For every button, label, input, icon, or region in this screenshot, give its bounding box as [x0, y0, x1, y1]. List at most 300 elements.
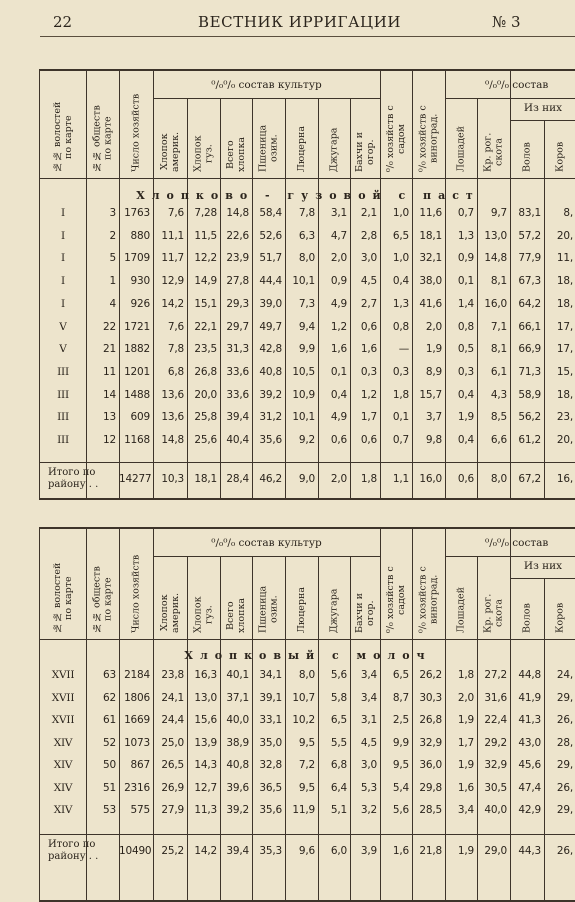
table-cell: 51,7 — [259, 252, 282, 265]
table-cell: 1709 — [124, 252, 150, 265]
table-cell: 0,7 — [392, 434, 409, 446]
table-cell: 47,4 — [518, 781, 541, 794]
table-cell: 52 — [103, 736, 116, 749]
table-cell: 14,2 — [161, 297, 184, 310]
table-cell: 0,6 — [360, 320, 377, 333]
table-cell: 0,8 — [392, 320, 409, 333]
table-cell: 26, — [556, 714, 573, 726]
total-cell: 1,8 — [360, 473, 377, 485]
total-cell: 2,0 — [330, 473, 347, 485]
table-cell: I — [61, 297, 65, 310]
table-cell: 18, — [556, 275, 573, 288]
table-cell: 10,9 — [292, 388, 315, 401]
table-cell: 3,2 — [360, 804, 377, 816]
table-cell: 33,6 — [226, 388, 249, 401]
hdr-cotton-american: Хлопок америк. — [159, 592, 181, 633]
table-cell: 14,3 — [194, 759, 217, 771]
table-cell: 14 — [103, 388, 116, 401]
table-cell: 1,8 — [457, 669, 474, 681]
table-cell: 41,6 — [419, 297, 442, 310]
hdr-oxen: Волов — [521, 603, 533, 633]
table-cell: 1,9 — [457, 411, 474, 424]
total-cell: 8,0 — [490, 473, 507, 485]
table-cell: 10,7 — [292, 691, 315, 704]
table-cell: 1488 — [124, 388, 150, 401]
table-cell: 1,6 — [360, 343, 377, 356]
table-cell: 926 — [130, 297, 150, 310]
hdr-households: Число хозяйств — [130, 93, 142, 172]
table-cell: 7,8 — [298, 207, 315, 219]
table-cell: 12,7 — [194, 781, 217, 794]
table-cell: 3,4 — [457, 804, 474, 816]
table-cell: 38,9 — [226, 736, 249, 749]
hdr-melons: Бахчи и огор. — [354, 593, 376, 633]
hdr-cattle: Кр. рог. скота — [482, 593, 505, 633]
table-cell: 32,9 — [484, 759, 507, 771]
table-cell: 0,4 — [457, 388, 474, 401]
table-cell: 3,0 — [360, 252, 377, 265]
stock-group-label: ⁰/₀⁰/₀ состав — [485, 79, 549, 91]
total-cell: 16, — [556, 473, 573, 485]
table-cell: 11,5 — [194, 229, 217, 242]
table-cell: 31,3 — [226, 343, 249, 356]
table-cell: 12,9 — [161, 275, 184, 288]
hdr-alfalfa: Люцерна — [296, 586, 307, 633]
table-cell: III — [57, 434, 69, 446]
table-cell: 0,1 — [392, 411, 409, 424]
table-cell: 0,4 — [392, 275, 409, 288]
table-cell: 44,8 — [518, 669, 541, 681]
table-cell: 63 — [103, 669, 116, 681]
total-cell: 39,4 — [226, 845, 249, 857]
table-cell: 9,5 — [298, 736, 315, 749]
table-cell: 34,1 — [259, 669, 282, 681]
table-cell: 33,6 — [226, 365, 249, 378]
table-cell: 3,4 — [360, 691, 377, 704]
table-cell: 36,0 — [419, 759, 442, 771]
table-cell: 29,3 — [226, 297, 249, 310]
table-cell: 10,5 — [292, 365, 315, 378]
table-cell: 1763 — [124, 207, 150, 219]
table-cell: I — [61, 207, 65, 219]
table-cell: 7,2 — [298, 759, 315, 771]
table-cell: 35,6 — [259, 434, 282, 446]
total-cell: 26, — [556, 845, 573, 857]
table-cell: 29, — [556, 804, 573, 816]
table-cell: 7,8 — [167, 343, 184, 356]
hdr-garden: ⁰/₀ хозяйств с садом — [385, 566, 407, 633]
table-cell: 30,5 — [484, 781, 507, 794]
table-cell: 40,0 — [226, 714, 249, 726]
table-cell: 1,2 — [330, 320, 347, 333]
table-cell: 40,8 — [226, 759, 249, 771]
table-cell: 31,2 — [259, 411, 282, 424]
table-cell: 42,8 — [259, 343, 282, 356]
table-cell: 23, — [556, 411, 573, 424]
table-cell: 22,4 — [484, 714, 507, 726]
table-cell: 29, — [556, 759, 573, 771]
total-cell: 0,6 — [457, 473, 474, 485]
table-cell: 40,4 — [226, 434, 249, 446]
table-cell: 17, — [556, 343, 573, 356]
hdr-alfalfa: Люцерна — [296, 125, 307, 172]
table-cell: 1,9 — [425, 343, 442, 356]
table-cell: 18, — [556, 297, 573, 310]
total-cell: 1,6 — [392, 845, 409, 857]
table-cell: I — [61, 252, 65, 265]
total-cell: 6,0 — [330, 845, 347, 857]
table-cell: 23,8 — [161, 669, 184, 681]
table-cell: 4,7 — [330, 229, 347, 242]
hdr-cattle: Кр. рог. скота — [482, 132, 505, 172]
hdr-wheat: Пшеница озим. — [257, 124, 280, 172]
table-cell: 26,5 — [161, 759, 184, 771]
hdr-cotton-total: Всего хлопка — [225, 136, 247, 172]
table-cell: 13,9 — [194, 736, 217, 749]
table-cell: 36,5 — [259, 781, 282, 794]
table-cell: 26,2 — [419, 669, 442, 681]
table-cell: 9,9 — [392, 736, 409, 749]
table-cell: 27,9 — [161, 804, 184, 816]
table-cell: 22,6 — [226, 229, 249, 242]
issue-number: № 3 — [492, 13, 521, 31]
table-cell: 930 — [130, 275, 150, 288]
table-cell: 2,1 — [360, 207, 377, 219]
table-cell: 0,4 — [330, 388, 347, 401]
table-cell: 32,8 — [259, 759, 282, 771]
table-cell: 25,0 — [161, 736, 184, 749]
stock-sub-rule — [510, 120, 575, 121]
table-cell: 24,1 — [161, 691, 184, 704]
table-cell: 575 — [130, 804, 150, 816]
table-cell: I — [61, 229, 65, 242]
total-cell: 44,3 — [518, 845, 541, 857]
total-rule — [40, 834, 575, 835]
table-cell: III — [57, 388, 69, 401]
table-cell: 41,9 — [518, 691, 541, 704]
hdr-community: №№ обществ по карте — [91, 105, 114, 172]
total-cell: 10490 — [119, 845, 152, 857]
table-cell: 38,0 — [419, 275, 442, 288]
table-cell: 32,1 — [419, 252, 442, 265]
table-cell: 0,1 — [330, 365, 347, 378]
table-cell: 49,7 — [259, 320, 282, 333]
header-rule — [40, 36, 575, 37]
table-cell: 9,5 — [298, 781, 315, 794]
table-cell: XIV — [53, 759, 73, 771]
header-rule — [40, 639, 575, 640]
table-cell: 0,5 — [457, 343, 474, 356]
table-cell: 23,9 — [226, 252, 249, 265]
table-cell: 1201 — [124, 365, 150, 378]
table-cell: 12 — [103, 434, 116, 446]
table-cell: 32,9 — [419, 736, 442, 749]
hdr-horses: Лошадей — [455, 587, 467, 633]
table-cell: 5,3 — [360, 781, 377, 794]
hdr-households: Число хозяйств — [130, 554, 142, 633]
table-cell: 6,6 — [490, 434, 507, 446]
table-cell: 10,1 — [292, 275, 315, 288]
total-cell: 21,8 — [419, 845, 442, 857]
table-cell: 1,8 — [392, 388, 409, 401]
table-cell: 867 — [130, 759, 150, 771]
stock-group-rule — [445, 556, 575, 557]
table-cell: 29, — [556, 691, 573, 704]
table-cell: 62 — [103, 691, 116, 704]
table-cell: 9,9 — [298, 343, 315, 356]
table-cell: 52,6 — [259, 229, 282, 242]
table-cell: 4,9 — [330, 297, 347, 310]
table-cell: 0,9 — [330, 275, 347, 288]
table-cell: 4,9 — [330, 411, 347, 424]
table-cell: 1,7 — [360, 411, 377, 424]
table-cell: 1073 — [124, 736, 150, 749]
hdr-cows: Коров — [554, 602, 566, 633]
table-cell: 3,0 — [360, 759, 377, 771]
table-cell: 13,6 — [161, 411, 184, 424]
table-cell: 0,7 — [457, 207, 474, 219]
table-cell: 0,4 — [457, 434, 474, 446]
hdr-melons: Бахчи и огор. — [354, 132, 376, 172]
table-cell: 20, — [556, 229, 573, 242]
table-cell: 26,8 — [419, 714, 442, 726]
hdr-cotton-guza: Хлопок гуз. — [192, 135, 215, 172]
total-cell: 25,2 — [161, 845, 184, 857]
total-cell: 16,0 — [419, 473, 442, 485]
table-cotton-guza — [39, 69, 575, 500]
table-cell: III — [57, 411, 69, 424]
table-cell: 33,1 — [259, 714, 282, 726]
table-cell: 58,4 — [259, 207, 282, 219]
table-cell: 6,5 — [392, 229, 409, 242]
table-cell: 40,8 — [259, 365, 282, 378]
table-cell: 3,4 — [360, 669, 377, 681]
table-cell: 8,1 — [490, 343, 507, 356]
table-cell: 14,8 — [226, 207, 249, 219]
table-cell: 44,4 — [259, 275, 282, 288]
table-cell: 1,2 — [360, 388, 377, 401]
table-cotton-dairy — [39, 527, 575, 902]
table-cell: 23,5 — [194, 343, 217, 356]
table-cell: 71,3 — [518, 365, 541, 378]
table-cell: 51 — [103, 781, 116, 794]
table-cell: 20,0 — [194, 388, 217, 401]
table-cell: 10,2 — [292, 714, 315, 726]
table-cell: 29,8 — [419, 781, 442, 794]
table-cell: XIV — [53, 736, 73, 749]
table-cell: 1,9 — [457, 714, 474, 726]
table-cell: 15,1 — [194, 297, 217, 310]
total-cell: 46,2 — [259, 473, 282, 485]
table-cell: 4,3 — [490, 388, 507, 401]
total-cell: 14277 — [119, 473, 152, 485]
table-cell: 31,6 — [484, 691, 507, 704]
table-cell: 8,9 — [425, 365, 442, 378]
section-heading: Хлопковый с молоч — [184, 649, 432, 662]
table-cell: 609 — [130, 411, 150, 424]
table-cell: 43,0 — [518, 736, 541, 749]
table-cell: 3,1 — [360, 714, 377, 726]
table-cell: 6,8 — [167, 365, 184, 378]
table-cell: 2,8 — [360, 229, 377, 242]
table-cell: 6,1 — [490, 365, 507, 378]
table-cell: 25,8 — [194, 411, 217, 424]
hdr-horses: Лошадей — [455, 126, 467, 172]
table-cell: 16,0 — [484, 297, 507, 310]
hdr-oxen: Волов — [521, 142, 533, 172]
table-cell: 7,6 — [167, 320, 184, 333]
table-cell: 83,1 — [518, 207, 541, 219]
table-cell: 20, — [556, 434, 573, 446]
total-cell: 28,4 — [226, 473, 249, 485]
table-cell: 8,7 — [392, 691, 409, 704]
table-cell: 1806 — [124, 691, 150, 704]
table-cell: 77,9 — [518, 252, 541, 265]
table-cell: 26, — [556, 781, 573, 794]
table-cell: 16,3 — [194, 669, 217, 681]
table-cell: 3 — [109, 207, 116, 219]
table-cell: 11,3 — [194, 804, 217, 816]
table-cell: 21 — [103, 343, 116, 356]
hdr-volost: №№ волостей по карте — [52, 562, 74, 633]
total-cell: 3,9 — [360, 845, 377, 857]
total-cell: 29,0 — [484, 845, 507, 857]
hdr-jugara: Джугара — [328, 588, 340, 633]
hdr-community: №№ обществ по карте — [91, 566, 114, 633]
table-cell: 8,0 — [298, 252, 315, 265]
table-cell: 2,5 — [392, 714, 409, 726]
table-cell: 14,8 — [484, 252, 507, 265]
table-cell: 67,3 — [518, 275, 541, 288]
table-cell: 39,1 — [259, 691, 282, 704]
table-cell: 37,1 — [226, 691, 249, 704]
stock-sub-rule — [510, 578, 575, 579]
hdr-volost: №№ волостей по карте — [52, 101, 74, 172]
page-number: 22 — [53, 13, 73, 31]
table-cell: 8,5 — [490, 411, 507, 424]
table-cell: 5,4 — [392, 781, 409, 794]
table-cell: 30,3 — [419, 691, 442, 704]
table-cell: 2316 — [124, 781, 150, 794]
table-cell: 9,7 — [490, 207, 507, 219]
table-cell: 13,0 — [484, 229, 507, 242]
table-cell: 7,1 — [490, 320, 507, 333]
section-heading: Хлопково - гузовой с паст — [136, 189, 480, 202]
table-cell: 15,7 — [419, 388, 442, 401]
table-cell: 13,6 — [161, 388, 184, 401]
table-cell: 6,4 — [330, 781, 347, 794]
table-cell: 15,6 — [194, 714, 217, 726]
table-cell: 9,5 — [392, 759, 409, 771]
hdr-cotton-american: Хлопок америк. — [159, 131, 181, 172]
table-cell: 66,1 — [518, 320, 541, 333]
header-rule — [40, 178, 575, 179]
total-cell: 35,3 — [259, 845, 282, 857]
stock-group-rule — [445, 98, 575, 99]
total-label: Итого по району . . — [48, 839, 99, 862]
table-cell: 58,9 — [518, 388, 541, 401]
table-cell: 0,3 — [457, 365, 474, 378]
journal-title: ВЕСТНИК ИРРИГАЦИИ — [198, 13, 402, 31]
table-cell: 13 — [103, 411, 116, 424]
total-cell: 9,6 — [298, 845, 315, 857]
table-cell: XIV — [53, 781, 73, 794]
table-cell: 61 — [103, 714, 116, 726]
table-cell: 56,2 — [518, 411, 541, 424]
table-cell: XVII — [51, 669, 75, 681]
table-cell: 0,3 — [360, 365, 377, 378]
table-cell: 4,5 — [360, 275, 377, 288]
table-cell: 39,0 — [259, 297, 282, 310]
table-cell: 11,7 — [161, 252, 184, 265]
table-cell: 1669 — [124, 714, 150, 726]
table-cell: 7,6 — [167, 207, 184, 219]
table-cell: 3,1 — [330, 207, 347, 219]
total-cell: 18,1 — [194, 473, 217, 485]
table-cell: 15, — [556, 365, 573, 378]
table-cell: XIV — [53, 804, 73, 816]
table-cell: 1 — [109, 275, 116, 288]
table-cell: 0,8 — [457, 320, 474, 333]
table-cell: 40,1 — [226, 669, 249, 681]
table-cell: 1,3 — [392, 297, 409, 310]
hdr-cotton-total: Всего хлопка — [225, 597, 247, 633]
table-cell: 14,9 — [194, 275, 217, 288]
table-cell: 26,9 — [161, 781, 184, 794]
total-cell: 67,2 — [518, 473, 541, 485]
table-cell: 39,6 — [226, 781, 249, 794]
table-cell: XVII — [51, 714, 75, 726]
table-cell: 12,2 — [194, 252, 217, 265]
total-rule — [40, 462, 575, 463]
table-cell: 29,7 — [226, 320, 249, 333]
page-header — [0, 0, 575, 40]
table-cell: 9,4 — [298, 320, 315, 333]
table-cell: 40,0 — [484, 804, 507, 816]
table-cell: 1,3 — [457, 229, 474, 242]
table-cell: 9,2 — [298, 434, 315, 446]
table-cell: 0,9 — [457, 252, 474, 265]
table-cell: 18,1 — [419, 229, 442, 242]
crop-group-rule — [153, 556, 380, 557]
table-cell: 1,4 — [457, 297, 474, 310]
table-cell: 2,0 — [330, 252, 347, 265]
table-cell: V — [59, 320, 67, 333]
hdr-garden: ⁰/₀ хозяйств с садом — [385, 105, 407, 172]
table-cell: 10,1 — [292, 411, 315, 424]
total-label: Итого по району . . — [48, 467, 99, 490]
table-cell: 42,9 — [518, 804, 541, 816]
table-cell: 5 — [109, 252, 116, 265]
total-cell: 14,2 — [194, 845, 217, 857]
hdr-vineyard: ⁰/₀ хозяйств с виноград. — [417, 566, 440, 633]
table-cell: 9,8 — [425, 434, 442, 446]
table-cell: 41,3 — [518, 714, 541, 726]
table-cell: 5,6 — [330, 669, 347, 681]
table-cell: 1168 — [124, 434, 150, 446]
table-cell: 8, — [563, 207, 573, 219]
table-cell: 3,7 — [425, 411, 442, 424]
table-cell: 0,6 — [330, 434, 347, 446]
table-cell: 17, — [556, 320, 573, 333]
table-cell: 2,0 — [457, 691, 474, 704]
table-cell: 8,1 — [490, 275, 507, 288]
stock-sub-label: Из них — [523, 102, 563, 114]
table-cell: 7,28 — [194, 207, 217, 219]
table-cell: 39,4 — [226, 411, 249, 424]
table-cell: 27,8 — [226, 275, 249, 288]
table-cell: 6,8 — [330, 759, 347, 771]
